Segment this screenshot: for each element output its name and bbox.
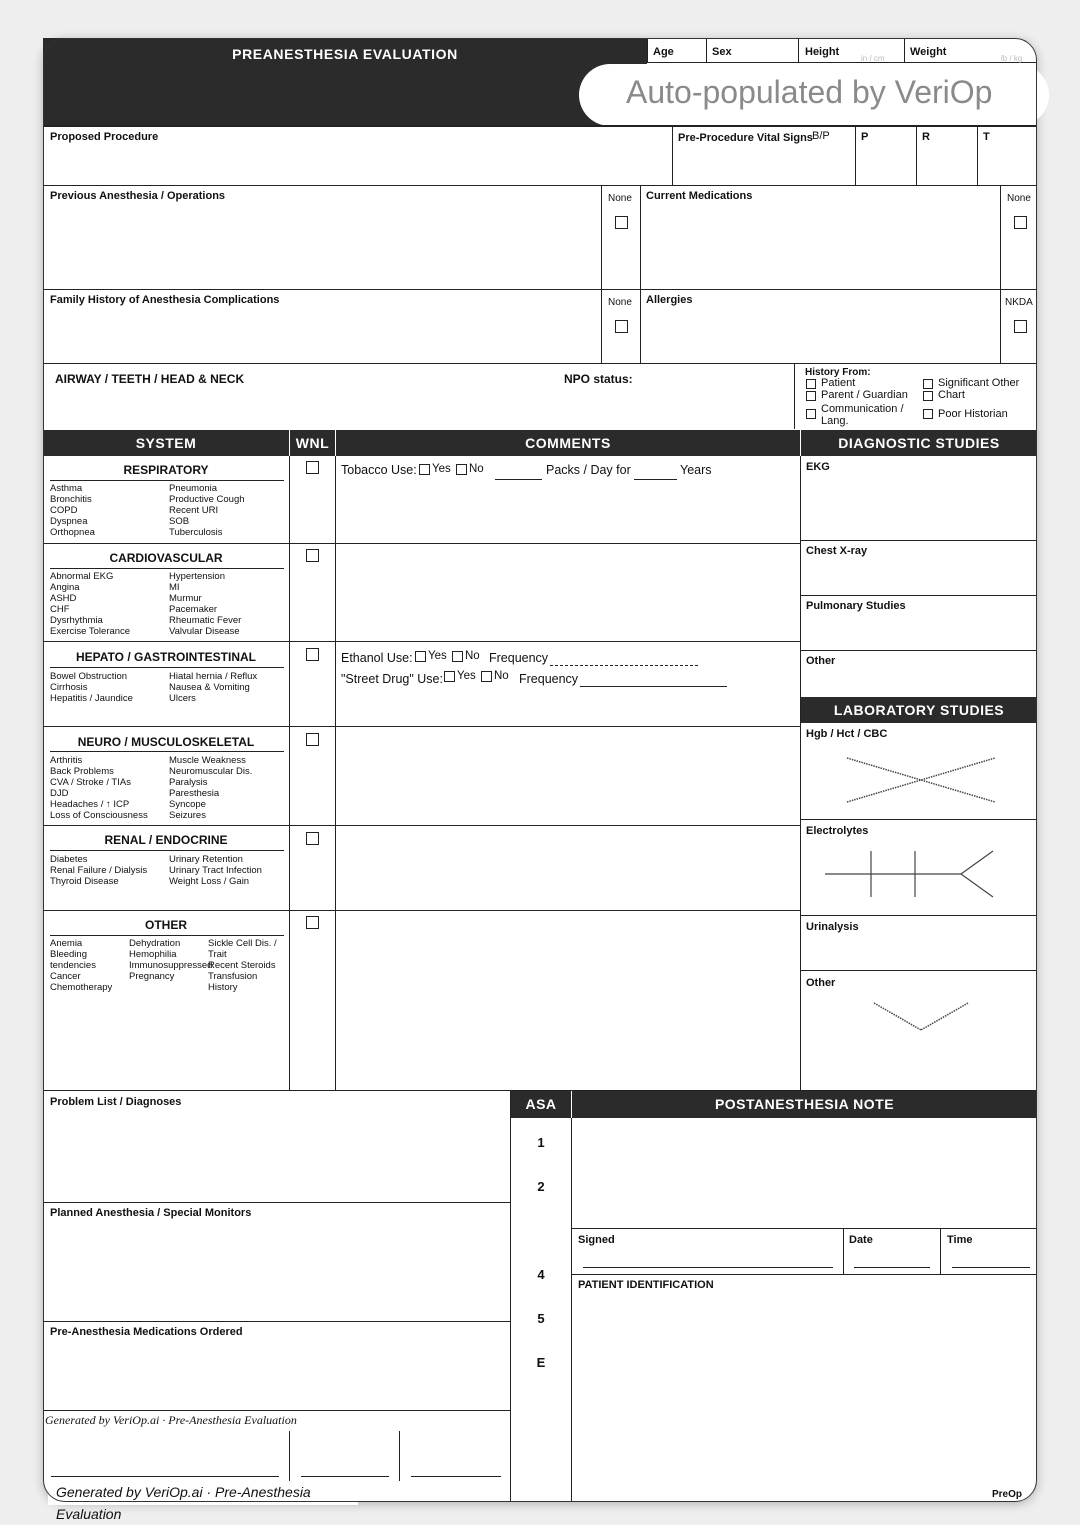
street-no-checkbox[interactable] (481, 671, 492, 682)
temp-label: T (983, 131, 990, 143)
condition-item: Arthritis (50, 755, 83, 766)
tobacco-yes-checkbox[interactable] (419, 464, 430, 475)
nkda-label: NKDA (1005, 297, 1033, 308)
time-field[interactable] (952, 1267, 1030, 1268)
condition-item: Murmur (169, 593, 202, 604)
date-label: Date (849, 1234, 873, 1246)
hepato-list-col1 (50, 671, 133, 704)
patient-id-label: PATIENT IDENTIFICATION (578, 1279, 714, 1291)
ekg-label: EKG (806, 461, 830, 473)
condition-item: Dehydration (129, 938, 181, 949)
bp-label: B/P (812, 130, 830, 142)
auto-populated-text: Auto-populated by VeriOp (626, 74, 993, 110)
street-drug-label: "Street Drug" Use: (341, 672, 443, 686)
family-history-label: Family History of Anesthesia Complications (50, 294, 280, 306)
street-yes-checkbox[interactable] (444, 671, 455, 682)
system-neuro: NEURO / MUSCULOSKELETAL (77, 735, 255, 749)
condition-item: Neuromuscular Dis. (169, 766, 253, 777)
system-other: OTHER (145, 918, 187, 932)
weight-unit: lb / kg (1001, 54, 1023, 63)
condition-item: Paralysis (169, 777, 208, 788)
condition-item: Seizures (169, 810, 206, 821)
system-renal: RENAL / ENDOCRINE (104, 833, 228, 847)
history-significant-checkbox[interactable] (923, 379, 933, 389)
condition-item: Pacemaker (169, 604, 218, 615)
condition-item: Pregnancy (129, 971, 175, 982)
generated-small-text: Generated by VeriOp.ai · Pre-Anesthesia Evaluation (43, 1413, 357, 1431)
problem-list-label: Problem List / Diagnoses (50, 1096, 182, 1108)
condition-item: Trait (208, 949, 227, 960)
respiratory-list-col1 (50, 483, 95, 538)
signature-field-1[interactable] (51, 1476, 279, 1477)
condition-item: Tuberculosis (169, 527, 223, 538)
condition-item: Bleeding (50, 949, 87, 960)
street-no-label: No (494, 670, 509, 682)
prev-none-checkbox[interactable] (615, 216, 628, 229)
other-list-col2 (129, 938, 212, 982)
history-poor-checkbox[interactable] (923, 409, 933, 419)
condition-item: Sickle Cell Dis. / (208, 938, 277, 949)
street-yes-label: Yes (457, 670, 476, 682)
hgb-label: Hgb / Hct / CBC (806, 728, 888, 740)
chest-xray-label: Chest X-ray (806, 545, 868, 557)
signed-field[interactable] (583, 1267, 833, 1268)
condition-item: DJD (50, 788, 69, 799)
condition-item: Thyroid Disease (50, 876, 119, 887)
years-label: Years (680, 463, 712, 477)
condition-item: Transfusion (208, 971, 258, 982)
condition-item: ASHD (50, 593, 77, 604)
condition-item: Valvular Disease (169, 626, 240, 637)
asa-class-5[interactable]: 5 (537, 1311, 545, 1326)
form-title: PREANESTHESIA EVALUATION (232, 46, 458, 62)
condition-item: COPD (50, 505, 78, 516)
street-frequency-label: Frequency (519, 672, 579, 686)
current-meds-label: Current Medications (646, 190, 753, 202)
system-hepato-gi: HEPATO / GASTROINTESTINAL (75, 650, 256, 664)
diagnostic-header: DIAGNOSTIC STUDIES (801, 430, 1037, 456)
electrolytes-label: Electrolytes (806, 825, 869, 837)
lab-other-chevron-icon (871, 1000, 971, 1034)
tobacco-no-label: No (469, 463, 484, 475)
weight-label: Weight (910, 46, 947, 58)
premeds-label: Pre-Anesthesia Medications Ordered (50, 1326, 243, 1338)
condition-item: Back Problems (50, 766, 114, 777)
condition-item: Orthopnea (50, 527, 95, 538)
laboratory-header: LABORATORY STUDIES (801, 697, 1037, 723)
cardiovascular-list-col1 (50, 571, 130, 637)
condition-item: Hiatal hernia / Reflux (169, 671, 258, 682)
date-field[interactable] (854, 1267, 930, 1268)
signed-label: Signed (578, 1234, 615, 1246)
hepato-list-col2 (169, 671, 257, 704)
sex-label: Sex (712, 46, 732, 58)
condition-item: Chemotherapy (50, 982, 113, 993)
condition-item: MI (169, 582, 180, 593)
ethanol-yes-checkbox[interactable] (415, 651, 426, 662)
asa-header: ASA (511, 1091, 571, 1118)
condition-item: Renal Failure / Dialysis (50, 865, 148, 876)
condition-item: Diabetes (50, 854, 88, 865)
history-patient-checkbox[interactable] (806, 379, 816, 389)
meds-none-checkbox[interactable] (1014, 216, 1027, 229)
other-list-col1 (50, 938, 112, 993)
condition-item: Asthma (50, 483, 83, 494)
condition-item: Cancer (50, 971, 81, 982)
condition-item: tendencies (50, 960, 96, 971)
condition-item: Headaches / ↑ ICP (50, 799, 130, 810)
tobacco-no-checkbox[interactable] (456, 464, 467, 475)
ethanol-frequency-label: Frequency (489, 651, 549, 665)
allergies-label: Allergies (646, 294, 693, 306)
condition-item: Bowel Obstruction (50, 671, 128, 682)
history-from-label: History From: (805, 367, 871, 378)
pulse-label: P (861, 131, 869, 143)
condition-item: Cirrhosis (50, 682, 88, 693)
neuro-list-col2 (169, 755, 252, 821)
condition-item: Nausea & Vomiting (169, 682, 250, 693)
condition-item: Loss of Consciousness (50, 810, 148, 821)
tobacco-yes-label: Yes (432, 463, 451, 475)
condition-item: SOB (169, 516, 190, 527)
condition-item: Productive Cough (169, 494, 245, 505)
history-poor-label: Poor Historian (938, 408, 1008, 420)
tobacco-label: Tobacco Use: (341, 463, 417, 477)
packs-label: Packs / Day for (546, 463, 631, 477)
packs-field[interactable] (495, 479, 542, 480)
years-field[interactable] (634, 479, 677, 480)
family-none-checkbox[interactable] (615, 320, 628, 333)
hepato-wnl-checkbox[interactable] (306, 648, 319, 661)
comments-header: COMMENTS (336, 430, 800, 456)
ethanol-label: Ethanol Use: (341, 651, 413, 665)
vitals-label: Pre-Procedure Vital Signs (678, 132, 813, 144)
condition-item: Exercise Tolerance (50, 626, 131, 637)
cardiovascular-list-col2 (169, 571, 241, 637)
npo-label: NPO status: (564, 372, 633, 386)
proposed-procedure-label: Proposed Procedure (50, 131, 159, 143)
condition-item: Muscle Weakness (169, 755, 246, 766)
condition-item: Pneumonia (169, 483, 218, 494)
renal-wnl-checkbox[interactable] (306, 832, 319, 845)
planned-anesthesia-label: Planned Anesthesia / Special Monitors (50, 1207, 252, 1219)
resp-label: R (922, 131, 930, 143)
condition-item: Hypertension (169, 571, 225, 582)
history-parent-checkbox[interactable] (806, 391, 816, 401)
neuro-wnl-checkbox[interactable] (306, 733, 319, 746)
family-none-label: None (608, 297, 632, 308)
condition-item: Abnormal EKG (50, 571, 114, 582)
evaluation-form (43, 38, 1037, 1522)
prev-none-label: None (608, 193, 632, 204)
nkda-checkbox[interactable] (1014, 320, 1027, 333)
hgb-fishbone-icon (843, 750, 1003, 810)
condition-item: Hepatitis / Jaundice (50, 693, 133, 704)
airway-label: AIRWAY / TEETH / HEAD & NECK (55, 372, 245, 386)
ethanol-no-checkbox[interactable] (452, 651, 463, 662)
condition-item: Immunosuppressed (129, 960, 213, 971)
condition-item: Weight Loss / Gain (169, 876, 250, 887)
history-significant-label: Significant Other (938, 377, 1020, 389)
condition-item: Recent URI (169, 505, 219, 516)
postanesthesia-header: POSTANESTHESIA NOTE (572, 1091, 1037, 1118)
time-label: Time (947, 1234, 973, 1246)
system-header: SYSTEM (43, 430, 289, 456)
height-label: Height (805, 46, 840, 58)
cardiovascular-wnl-checkbox[interactable] (306, 549, 319, 562)
other-list-col3 (208, 938, 277, 993)
ethanol-no-label: No (465, 650, 480, 662)
height-unit: in / cm (861, 54, 885, 63)
system-respiratory: RESPIRATORY (123, 463, 209, 477)
other-wnl-checkbox[interactable] (306, 916, 319, 929)
condition-item: Ulcers (169, 693, 196, 704)
condition-item: Anemia (50, 938, 83, 949)
condition-item: Dyspnea (50, 516, 88, 527)
condition-item: Bronchitis (50, 494, 92, 505)
asa-class-e[interactable]: E (536, 1355, 546, 1370)
condition-item: Urinary Retention (169, 854, 243, 865)
condition-item: Angina (50, 582, 80, 593)
asa-class-1[interactable]: 1 (537, 1135, 545, 1150)
electrolytes-fishbone-icon (823, 846, 998, 902)
neuro-list-col1 (50, 755, 148, 821)
urinalysis-label: Urinalysis (806, 921, 859, 933)
previous-anesthesia-label: Previous Anesthesia / Operations (50, 190, 226, 202)
signature-field-2[interactable] (301, 1476, 389, 1477)
diagnostic-other-label: Other (806, 655, 836, 667)
ethanol-yes-label: Yes (428, 650, 447, 662)
footer-generated-text: Generated by VeriOp.ai · Pre-Anesthesia Evaluation (48, 1481, 358, 1505)
asa-class-4[interactable]: 4 (537, 1267, 545, 1282)
footer-code: PreOp (992, 1489, 1023, 1500)
meds-none-label: None (1007, 193, 1031, 204)
condition-item: History (208, 982, 238, 993)
renal-list-col1 (50, 854, 147, 887)
condition-item: Syncope (169, 799, 206, 810)
condition-item: Rheumatic Fever (169, 615, 242, 626)
history-communication-label: Communication / Lang. (821, 403, 904, 427)
condition-item: Hemophilia (129, 949, 177, 960)
condition-item: CHF (50, 604, 70, 615)
lab-other-label: Other (806, 977, 836, 989)
respiratory-list-col2 (169, 483, 245, 538)
age-label: Age (653, 46, 674, 58)
condition-item: Recent Steroids (208, 960, 276, 971)
renal-list-col2 (169, 854, 262, 887)
history-patient-label: Patient (821, 377, 856, 389)
history-communication-checkbox[interactable] (806, 409, 816, 419)
condition-item: Paresthesia (169, 788, 220, 799)
asa-class-2[interactable]: 2 (537, 1179, 545, 1194)
ethanol-frequency-field[interactable] (550, 665, 698, 666)
pulmonary-label: Pulmonary Studies (806, 600, 906, 612)
signature-field-3[interactable] (411, 1476, 501, 1477)
history-chart-checkbox[interactable] (923, 391, 933, 401)
condition-item: Dysrhythmia (50, 615, 103, 626)
respiratory-wnl-checkbox[interactable] (306, 461, 319, 474)
system-cardiovascular: CARDIOVASCULAR (109, 551, 223, 565)
street-frequency-field[interactable] (580, 686, 727, 687)
condition-item: CVA / Stroke / TIAs (50, 777, 131, 788)
history-parent-label: Parent / Guardian (821, 389, 908, 401)
wnl-header: WNL (290, 430, 335, 456)
history-chart-label: Chart (938, 389, 965, 401)
condition-item: Urinary Tract Infection (169, 865, 262, 876)
